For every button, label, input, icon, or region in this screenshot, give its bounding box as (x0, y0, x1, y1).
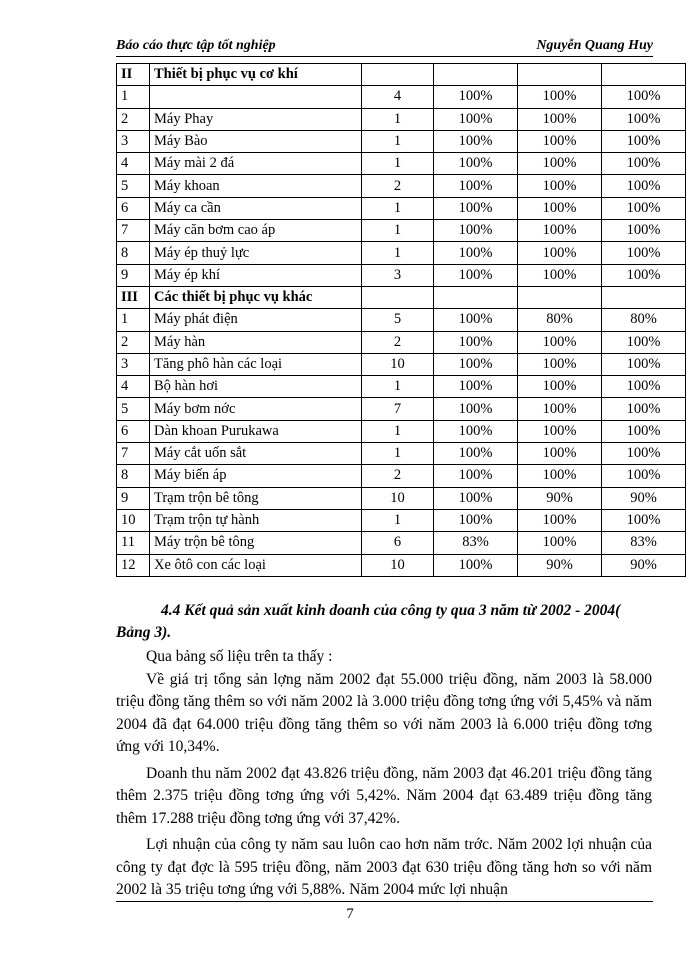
equipment-quantity-cell (362, 64, 434, 86)
rate-2002-cell: 100% (434, 197, 518, 219)
table-row (117, 220, 686, 242)
rate-2002-cell: 100% (434, 309, 518, 331)
rate-2002-cell: 83% (434, 532, 518, 554)
table-row (117, 153, 686, 175)
equipment-name-cell: Máy biến áp (150, 465, 362, 487)
equipment-quantity-cell: 10 (362, 554, 434, 576)
equipment-quantity-cell: 1 (362, 376, 434, 398)
equipment-table-body (117, 64, 686, 577)
section-heading-line2: Bảng 3). (116, 624, 172, 641)
equipment-quantity-cell: 1 (362, 420, 434, 442)
equipment-name-cell: Trạm trộn bê tông (150, 487, 362, 509)
table-row (117, 509, 686, 531)
row-number-cell: 6 (117, 197, 150, 219)
table-row (117, 554, 686, 576)
rate-2003-cell (518, 286, 602, 308)
rate-2003-cell (518, 64, 602, 86)
rate-2004-cell: 83% (602, 532, 686, 554)
table-row (117, 353, 686, 375)
rate-2004-cell: 100% (602, 130, 686, 152)
row-number-cell: 6 (117, 420, 150, 442)
equipment-name-cell: Xe ôtô con các loại (150, 554, 362, 576)
row-number-cell: 2 (117, 108, 150, 130)
table-row (117, 487, 686, 509)
rate-2004-cell: 100% (602, 86, 686, 108)
rate-2002-cell: 100% (434, 376, 518, 398)
rate-2004-cell: 100% (602, 242, 686, 264)
rate-2003-cell: 100% (518, 532, 602, 554)
intro-paragraph: Qua bảng số liệu trên ta thấy : (146, 648, 333, 665)
row-number-cell: 10 (117, 509, 150, 531)
row-number-cell: 5 (117, 175, 150, 197)
row-number-cell: 3 (117, 353, 150, 375)
table-row (117, 86, 686, 108)
equipment-quantity-cell: 1 (362, 197, 434, 219)
rate-2002-cell: 100% (434, 153, 518, 175)
rate-2004-cell: 100% (602, 220, 686, 242)
header-author: Nguyễn Quang Huy (536, 38, 653, 53)
equipment-quantity-cell: 4 (362, 86, 434, 108)
rate-2003-cell: 100% (518, 443, 602, 465)
row-number-cell: 8 (117, 242, 150, 264)
output-value-paragraph: Về giá trị tổng sản lợng năm 2002 đạt 55.000 triệu đồng, năm 2003 là 58.000 triệu đồng tăng thêm so với năm 2002 là 3.000 triệu đồng tơng ứng với 5,45% và năm 2004 đã đạt 64.000 triệu đồng tăng thêm so với năm 2003 là 6.000 triệu đồng tơng ứng với 10,34%. (116, 670, 652, 755)
rate-2004-cell (602, 286, 686, 308)
table-row (117, 331, 686, 353)
rate-2003-cell: 100% (518, 220, 602, 242)
rate-2002-cell: 100% (434, 398, 518, 420)
rate-2004-cell: 80% (602, 309, 686, 331)
equipment-name-cell: Thiết bị phục vụ cơ khí (150, 64, 362, 86)
equipment-name-cell: Máy ép thuỷ lực (150, 242, 362, 264)
rate-2004-cell: 90% (602, 554, 686, 576)
page-number: 7 (346, 906, 354, 922)
table-row (117, 443, 686, 465)
equipment-quantity-cell: 1 (362, 108, 434, 130)
rate-2004-cell: 100% (602, 420, 686, 442)
rate-2004-cell: 100% (602, 376, 686, 398)
row-number-cell: II (117, 64, 150, 86)
rate-2004-cell (602, 64, 686, 86)
header-rule (116, 56, 653, 57)
rate-2002-cell: 100% (434, 130, 518, 152)
equipment-quantity-cell: 2 (362, 331, 434, 353)
row-number-cell: 2 (117, 331, 150, 353)
rate-2002-cell: 100% (434, 331, 518, 353)
row-number-cell: 4 (117, 153, 150, 175)
equipment-quantity-cell: 3 (362, 264, 434, 286)
section-heading-line1: 4.4 Kết quả sản xuất kinh doanh của công ty qua 3 năm từ 2002 - 2004( (161, 602, 621, 619)
revenue-paragraph: Doanh thu năm 2002 đạt 43.826 triệu đồng, năm 2003 đạt 46.201 triệu đồng tăng thêm 2.375 triệu đồng tơng ứng với 5,42%. Năm 2004 đạt 63.489 triệu đồng tăng thêm 17.288 triệu đồng tơng ứng với 37,42%. (116, 764, 652, 827)
equipment-name-cell: Máy trộn bê tông (150, 532, 362, 554)
equipment-quantity-cell: 1 (362, 242, 434, 264)
table-row (117, 175, 686, 197)
rate-2002-cell: 100% (434, 465, 518, 487)
rate-2002-cell: 100% (434, 220, 518, 242)
equipment-name-cell: Máy bơm nớc (150, 398, 362, 420)
table-row (117, 532, 686, 554)
table-row (117, 309, 686, 331)
rate-2004-cell: 100% (602, 153, 686, 175)
table-section-row (117, 286, 686, 308)
table-section-row (117, 64, 686, 86)
rate-2004-cell: 100% (602, 108, 686, 130)
rate-2004-cell: 90% (602, 487, 686, 509)
equipment-name-cell: Máy ca cần (150, 197, 362, 219)
equipment-name-cell: Máy cắt uốn sắt (150, 443, 362, 465)
table-row (117, 242, 686, 264)
row-number-cell: 5 (117, 398, 150, 420)
rate-2003-cell: 100% (518, 108, 602, 130)
rate-2003-cell: 90% (518, 487, 602, 509)
row-number-cell: 7 (117, 220, 150, 242)
header-report-title: Báo cáo thực tập tốt nghiệp (116, 38, 276, 53)
table-row (117, 376, 686, 398)
rate-2003-cell: 100% (518, 86, 602, 108)
rate-2004-cell: 100% (602, 465, 686, 487)
rate-2003-cell: 80% (518, 309, 602, 331)
row-number-cell: 9 (117, 264, 150, 286)
equipment-table (116, 63, 686, 577)
equipment-name-cell (150, 86, 362, 108)
rate-2003-cell: 90% (518, 554, 602, 576)
equipment-quantity-cell: 2 (362, 465, 434, 487)
rate-2003-cell: 100% (518, 420, 602, 442)
equipment-quantity-cell: 7 (362, 398, 434, 420)
equipment-name-cell: Tăng phô hàn các loại (150, 353, 362, 375)
rate-2003-cell: 100% (518, 153, 602, 175)
rate-2003-cell: 100% (518, 130, 602, 152)
row-number-cell: 8 (117, 465, 150, 487)
row-number-cell: 7 (117, 443, 150, 465)
rate-2002-cell: 100% (434, 443, 518, 465)
equipment-name-cell: Máy khoan (150, 175, 362, 197)
row-number-cell: 11 (117, 532, 150, 554)
equipment-name-cell: Máy mài 2 đá (150, 153, 362, 175)
equipment-name-cell: Máy Bào (150, 130, 362, 152)
rate-2003-cell: 100% (518, 509, 602, 531)
equipment-name-cell: Máy hàn (150, 331, 362, 353)
row-number-cell: III (117, 286, 150, 308)
rate-2002-cell: 100% (434, 554, 518, 576)
section-body (116, 600, 652, 902)
equipment-quantity-cell: 1 (362, 153, 434, 175)
table-row (117, 264, 686, 286)
page-header (116, 38, 653, 56)
rate-2004-cell: 100% (602, 443, 686, 465)
equipment-name-cell: Bộ hàn hơi (150, 376, 362, 398)
rate-2003-cell: 100% (518, 465, 602, 487)
row-number-cell: 1 (117, 86, 150, 108)
rate-2003-cell: 100% (518, 264, 602, 286)
rate-2004-cell: 100% (602, 331, 686, 353)
rate-2002-cell: 100% (434, 353, 518, 375)
equipment-name-cell: Dàn khoan Purukawa (150, 420, 362, 442)
row-number-cell: 9 (117, 487, 150, 509)
equipment-quantity-cell: 10 (362, 487, 434, 509)
equipment-quantity-cell: 1 (362, 443, 434, 465)
rate-2004-cell: 100% (602, 197, 686, 219)
rate-2003-cell: 100% (518, 398, 602, 420)
rate-2003-cell: 100% (518, 376, 602, 398)
table-row (117, 420, 686, 442)
rate-2002-cell: 100% (434, 175, 518, 197)
footer-rule (116, 901, 653, 902)
equipment-name-cell: Trạm trộn tự hành (150, 509, 362, 531)
equipment-quantity-cell (362, 286, 434, 308)
rate-2002-cell (434, 64, 518, 86)
section-heading (116, 600, 652, 644)
equipment-name-cell: Máy căn bơm cao áp (150, 220, 362, 242)
equipment-quantity-cell: 5 (362, 309, 434, 331)
table-row (117, 398, 686, 420)
table-row (117, 465, 686, 487)
profit-paragraph: Lợi nhuận của công ty năm sau luôn cao hơn năm trớc. Năm 2002 lợi nhuận của công ty đạt đợc là 595 triệu đồng, năm 2003 đạt 630 triệu đồng tăng hơn so với năm 2002 là 35 triệu tơng ứng với 5,88%. Năm 2004 mức lợi nhuận (116, 836, 652, 898)
rate-2002-cell: 100% (434, 487, 518, 509)
rate-2004-cell: 100% (602, 264, 686, 286)
equipment-quantity-cell: 2 (362, 175, 434, 197)
equipment-name-cell: Máy Phay (150, 108, 362, 130)
rate-2004-cell: 100% (602, 353, 686, 375)
rate-2002-cell (434, 286, 518, 308)
rate-2003-cell: 100% (518, 331, 602, 353)
equipment-name-cell: Máy phát điện (150, 309, 362, 331)
table-row (117, 108, 686, 130)
rate-2004-cell: 100% (602, 509, 686, 531)
rate-2003-cell: 100% (518, 197, 602, 219)
rate-2003-cell: 100% (518, 242, 602, 264)
equipment-quantity-cell: 1 (362, 220, 434, 242)
rate-2004-cell: 100% (602, 175, 686, 197)
rate-2002-cell: 100% (434, 264, 518, 286)
table-row (117, 197, 686, 219)
equipment-quantity-cell: 6 (362, 532, 434, 554)
rate-2002-cell: 100% (434, 108, 518, 130)
rate-2002-cell: 100% (434, 86, 518, 108)
rate-2003-cell: 100% (518, 175, 602, 197)
rate-2002-cell: 100% (434, 420, 518, 442)
row-number-cell: 1 (117, 309, 150, 331)
rate-2002-cell: 100% (434, 509, 518, 531)
row-number-cell: 3 (117, 130, 150, 152)
row-number-cell: 12 (117, 554, 150, 576)
equipment-quantity-cell: 10 (362, 353, 434, 375)
equipment-name-cell: Máy ép khí (150, 264, 362, 286)
row-number-cell: 4 (117, 376, 150, 398)
equipment-name-cell: Các thiết bị phục vụ khác (150, 286, 362, 308)
equipment-quantity-cell: 1 (362, 130, 434, 152)
table-row (117, 130, 686, 152)
equipment-quantity-cell: 1 (362, 509, 434, 531)
rate-2004-cell: 100% (602, 398, 686, 420)
rate-2003-cell: 100% (518, 353, 602, 375)
rate-2002-cell: 100% (434, 242, 518, 264)
